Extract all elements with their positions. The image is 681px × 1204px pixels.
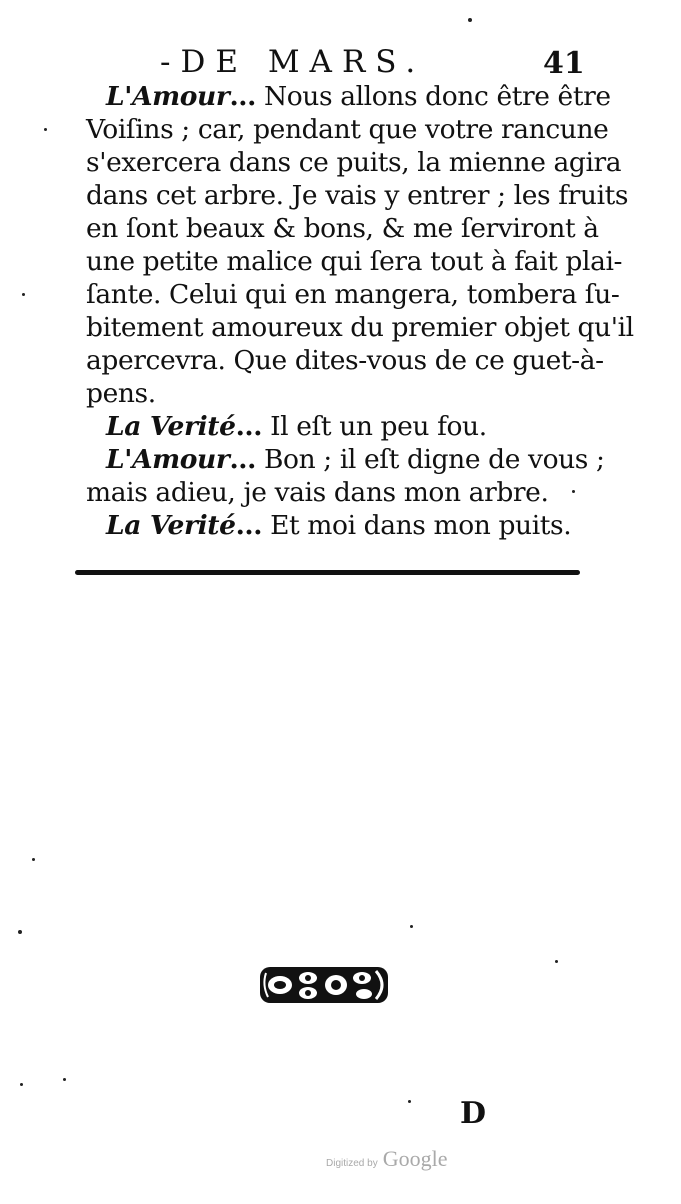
text-line: une petite malice qui ſera tout à fait plai- xyxy=(86,246,623,277)
watermark-brand: Google xyxy=(382,1146,448,1171)
watermark-prefix: Digitized by xyxy=(326,1158,378,1169)
horizontal-rule xyxy=(75,570,580,575)
ink-speck xyxy=(18,930,22,934)
speaker-name: L'Amour xyxy=(106,81,230,112)
floral-tailpiece-ornament-icon xyxy=(258,963,390,1007)
speaker-name: La Verité xyxy=(106,411,236,442)
ellipsis: ... xyxy=(235,510,263,541)
ellipsis: ... xyxy=(229,444,256,475)
ink-speck xyxy=(468,18,472,22)
signature-mark: D xyxy=(460,1096,487,1131)
text-line: pens. xyxy=(86,378,156,409)
text-line: ſante. Celui qui en mangera, tombera ſu- xyxy=(86,279,620,310)
text-line xyxy=(86,509,591,542)
ink-speck xyxy=(572,490,575,493)
running-title: -DE MARS. xyxy=(160,44,426,80)
text-line: mais adieu, je vais dans mon arbre. xyxy=(86,477,549,508)
text-line xyxy=(86,80,611,113)
digitization-watermark xyxy=(326,1146,448,1172)
dialogue-text xyxy=(86,80,634,542)
ink-speck xyxy=(44,128,47,131)
ink-speck xyxy=(22,293,25,296)
text-line: en ſont beaux & bons, & me ſerviront à xyxy=(86,213,599,244)
line-text: Nous allons donc être être xyxy=(255,81,611,112)
ink-speck xyxy=(20,1083,23,1086)
ink-speck xyxy=(555,960,558,963)
text-line: apercevra. Que dites-vous de ce guet-à- xyxy=(86,345,604,376)
speaker-name: L'Amour xyxy=(106,444,230,475)
line-text: Il eſt un peu fou. xyxy=(262,411,487,442)
line-text: Bon ; il eſt digne de vous ; xyxy=(255,444,605,475)
text-line: s'exercera dans ce puits, la mienne agira xyxy=(86,147,622,178)
ink-speck xyxy=(63,1078,66,1081)
ellipsis: ... xyxy=(235,411,263,442)
page-number: 41 xyxy=(543,46,585,81)
text-line: bitement amoureux du premier objet qu'il xyxy=(86,312,634,343)
ink-speck xyxy=(408,1100,411,1103)
ink-speck xyxy=(32,858,35,861)
text-line: dans cet arbre. Je vais y entrer ; les fruits xyxy=(86,180,629,211)
text-line: Voiſins ; car, pendant que votre rancune xyxy=(86,114,609,145)
ink-speck xyxy=(410,925,413,928)
speaker-name: La Verité xyxy=(106,510,236,541)
ellipsis: ... xyxy=(229,81,256,112)
text-line xyxy=(86,443,605,476)
line-text: Et moi dans mon puits. xyxy=(262,510,572,541)
text-line xyxy=(86,410,591,443)
